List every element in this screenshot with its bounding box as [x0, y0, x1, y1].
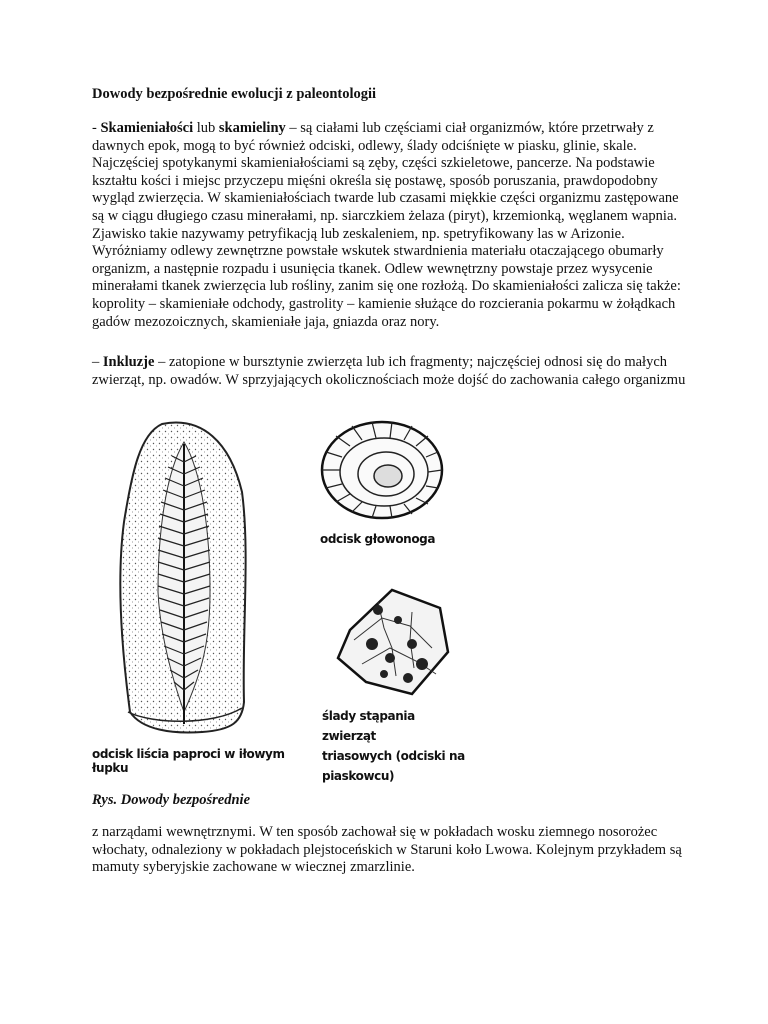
term-skamienialosci: Skamieniałości: [100, 120, 194, 136]
label-ammonite-impression: odcisk głowonoga: [320, 532, 436, 546]
figure-caption: Rys. Dowody bezpośrednie: [92, 792, 251, 808]
trackway-slab-drawing: [338, 590, 448, 694]
list-dash: –: [92, 354, 103, 370]
page-title: Dowody bezpośrednie ewolucji z paleontologii: [92, 86, 377, 102]
paragraph-body: – są ciałami lub częściami ciał organizmów, które przetrwały z dawnych epok, mogą to być również odciski, odlewy, ślady odciśnięte w piasku, glinie, skale. Najczęściej spotykanymi skamieniałościami są zęby, części szkieletowe, pancerze. Na podstawie kształtu kości i miejsc przyczepu mięśni określa się postawę, sposób poruszania, prawdopodobny wygląd zwierzęcia. W skamieniałościach twarde lub czasami miękkie części organizmu zastępowane są w ciągu długiego czasu minerałami, np. siarczkiem żelaza (piryt), krzemionką, węglanem wapnia. Zjawisko takie nazywamy petryfikacją lub zeskaleniem, np. spetryfikowany las w Arizonie. Wyróżniamy odlewy zewnętrzne powstałe wskutek stwardnienia materiału otaczającego obumarły organizm, a następnie rozpadu i usunięcia tkanek. Odlew wewnętrzny powstaje przez wysycenie minerałami tkanek zwierzęcia lub rośliny, zanim się one rozłożą. Do skamieniałości zalicza się także: koprolity – skamieniałe odchody, gastrolity – kamienie służące do rozcierania pokarmu w żołądkach gadów mezozoicznych, skamieniałe jaja, gniazda oraz nory.: [92, 120, 681, 330]
label-fern-impression: odcisk liścia paproci w iłowym łupku: [92, 747, 285, 775]
term-skamieliny: skamieliny: [218, 120, 286, 136]
fern-fossil-drawing: [120, 423, 245, 733]
label-triassic-tracks: [322, 706, 472, 786]
list-dash: -: [92, 120, 101, 136]
label-tracks-line2: triasowych (odciski na: [322, 749, 465, 763]
paragraph-body: – zatopione w bursztynie zwierzęta lub ich fragmenty; najczęściej odnosi się do małych zwierząt, np. owadów. W sprzyjających okolicznościach może dojść do zachowania całego organizmu: [92, 354, 686, 388]
fossil-figure: [92, 412, 492, 782]
term-inkluzje: Inkluzje: [102, 354, 155, 370]
label-tracks-line3: piaskowcu): [322, 769, 395, 783]
label-tracks-line1: ślady stąpania zwierząt: [322, 709, 415, 743]
paragraph-inclusions: [92, 354, 692, 389]
paragraph-fossils: [92, 120, 692, 331]
paragraph-preservation: z narządami wewnętrznymi. W ten sposób zachował się w pokładach wosku ziemnego nosorożec włochaty, odnaleziony w pokładach plejstoceńskich w Staruni koło Lwowa. Kolejnym przykładem są mamuty syberyjskie zachowane w wiecznej zmarzlinie.: [92, 824, 682, 876]
ammonite-drawing: [322, 422, 442, 518]
connector-text: lub: [193, 120, 219, 136]
